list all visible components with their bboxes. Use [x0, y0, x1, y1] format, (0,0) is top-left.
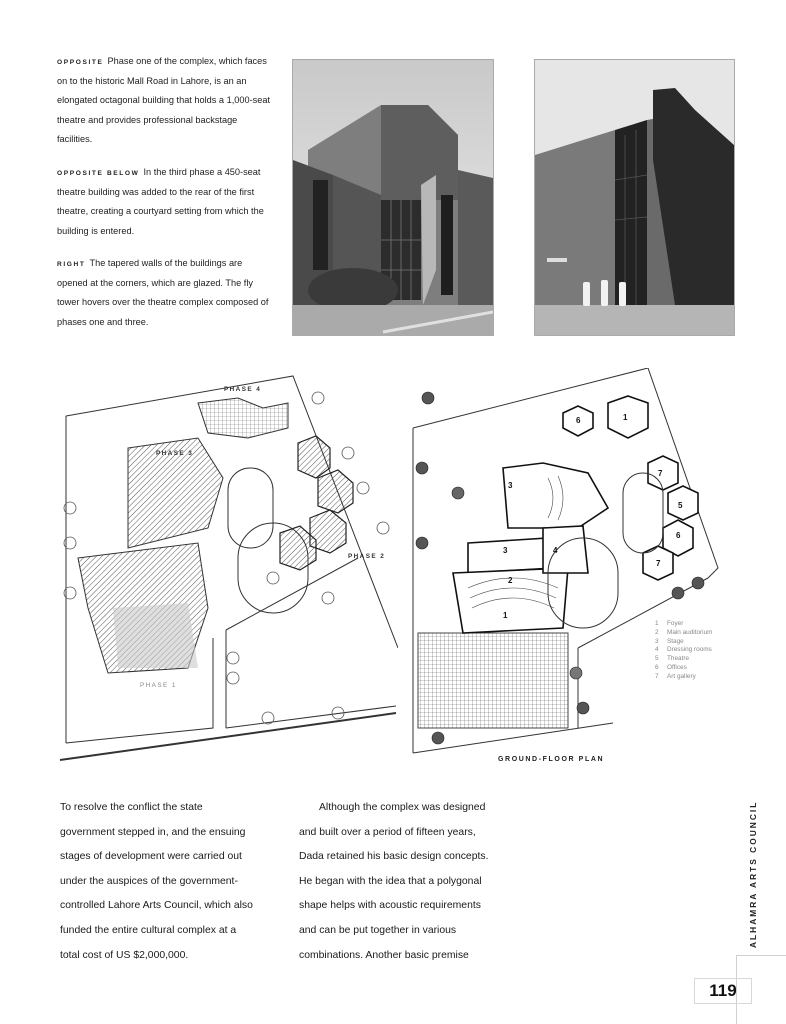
svg-text:6: 6	[576, 416, 581, 425]
body-column-2	[299, 796, 529, 968]
site-plan-drawing	[58, 368, 398, 766]
caption-opposite	[57, 52, 272, 149]
svg-text:5: 5	[678, 501, 683, 510]
body-line: To resolve the conflict the state	[60, 802, 203, 813]
caption-text: In the third phase a 450-seat theatre building was added to the rear of the first theatre, creating a courtyard setting from which the building is entered.	[57, 167, 264, 236]
svg-text:1: 1	[623, 413, 628, 422]
svg-text:4: 4	[553, 546, 558, 555]
svg-text:1: 1	[503, 611, 508, 620]
svg-text:7: 7	[658, 469, 663, 478]
body-line: and can be put together in various	[299, 924, 457, 936]
body-line: government stepped in, and the ensuing	[60, 826, 246, 838]
body-line: stages of development were carried out	[60, 851, 242, 863]
body-line: Although the complex was designed	[319, 802, 486, 813]
plan-caption: GROUND-FLOOR PLAN	[498, 756, 605, 763]
running-head: ALHAMRA ARTS COUNCIL	[748, 800, 758, 948]
page-number: 119	[694, 978, 752, 1004]
legend-item: 6 Offices	[655, 663, 687, 671]
body-line: under the auspices of the government-	[60, 875, 238, 887]
svg-text:2: 2	[508, 576, 513, 585]
ground-floor-plan-drawing	[408, 368, 728, 756]
svg-text:3: 3	[503, 546, 508, 555]
plan-legend	[655, 620, 712, 682]
body-line: controlled Lahore Arts Council, which also	[60, 900, 253, 912]
photo-theatre-illustration	[293, 60, 493, 335]
legend-item: 5 Theatre	[655, 655, 690, 663]
svg-text:3: 3	[508, 481, 513, 490]
caption-opposite-below	[57, 163, 272, 241]
body-column-1	[60, 796, 290, 968]
body-line: Dada retained his basic design concepts.	[299, 851, 489, 863]
legend-item: 4 Dressing rooms	[655, 646, 712, 654]
body-line: combinations. Another basic premise	[299, 949, 469, 961]
label-phase-3: PHASE 3	[156, 450, 194, 457]
legend-item: 2 Main auditorium	[655, 628, 713, 636]
caption-text: Phase one of the complex, which faces on to the historic Mall Road in Lahore, is an an elongated octagonal building that holds a 1,000-seat theatre and provides professional backstage facilities.	[57, 56, 271, 144]
photo-entrance-illustration	[535, 60, 734, 335]
site-plan-phases	[58, 368, 398, 766]
legend-item: 3 Stage	[655, 637, 684, 645]
label-phase-2: PHASE 2	[348, 553, 386, 560]
label-phase-4: PHASE 4	[224, 386, 262, 393]
svg-text:6: 6	[676, 531, 681, 540]
body-line: and built over a period of fifteen years,	[299, 826, 476, 838]
caption-lead: RIGHT	[57, 261, 86, 268]
caption-lead: OPPOSITE	[57, 59, 104, 66]
ground-floor-plan	[408, 368, 728, 756]
body-line: He began with the idea that a polygonal	[299, 875, 482, 887]
caption-right	[57, 254, 272, 332]
body-line: shape helps with acoustic requirements	[299, 900, 481, 912]
page-corner-rule-horizontal	[736, 955, 786, 956]
body-line: funded the entire cultural complex at a	[60, 924, 237, 936]
caption-lead: OPPOSITE BELOW	[57, 170, 140, 177]
legend-item: 1 Foyer	[655, 620, 684, 627]
label-phase-1: PHASE 1	[140, 682, 177, 689]
caption-text: The tapered walls of the buildings are opened at the corners, which are glazed. The fly tower hovers over the theatre complex composed of phases one and three.	[57, 258, 269, 327]
photo-glazed-corner-entrance	[534, 59, 735, 336]
legend-item: 7 Art gallery	[655, 672, 696, 680]
svg-text:7: 7	[656, 559, 661, 568]
photo-theatre-fly-tower	[292, 59, 494, 336]
body-line: total cost of US $2,000,000.	[60, 949, 189, 961]
